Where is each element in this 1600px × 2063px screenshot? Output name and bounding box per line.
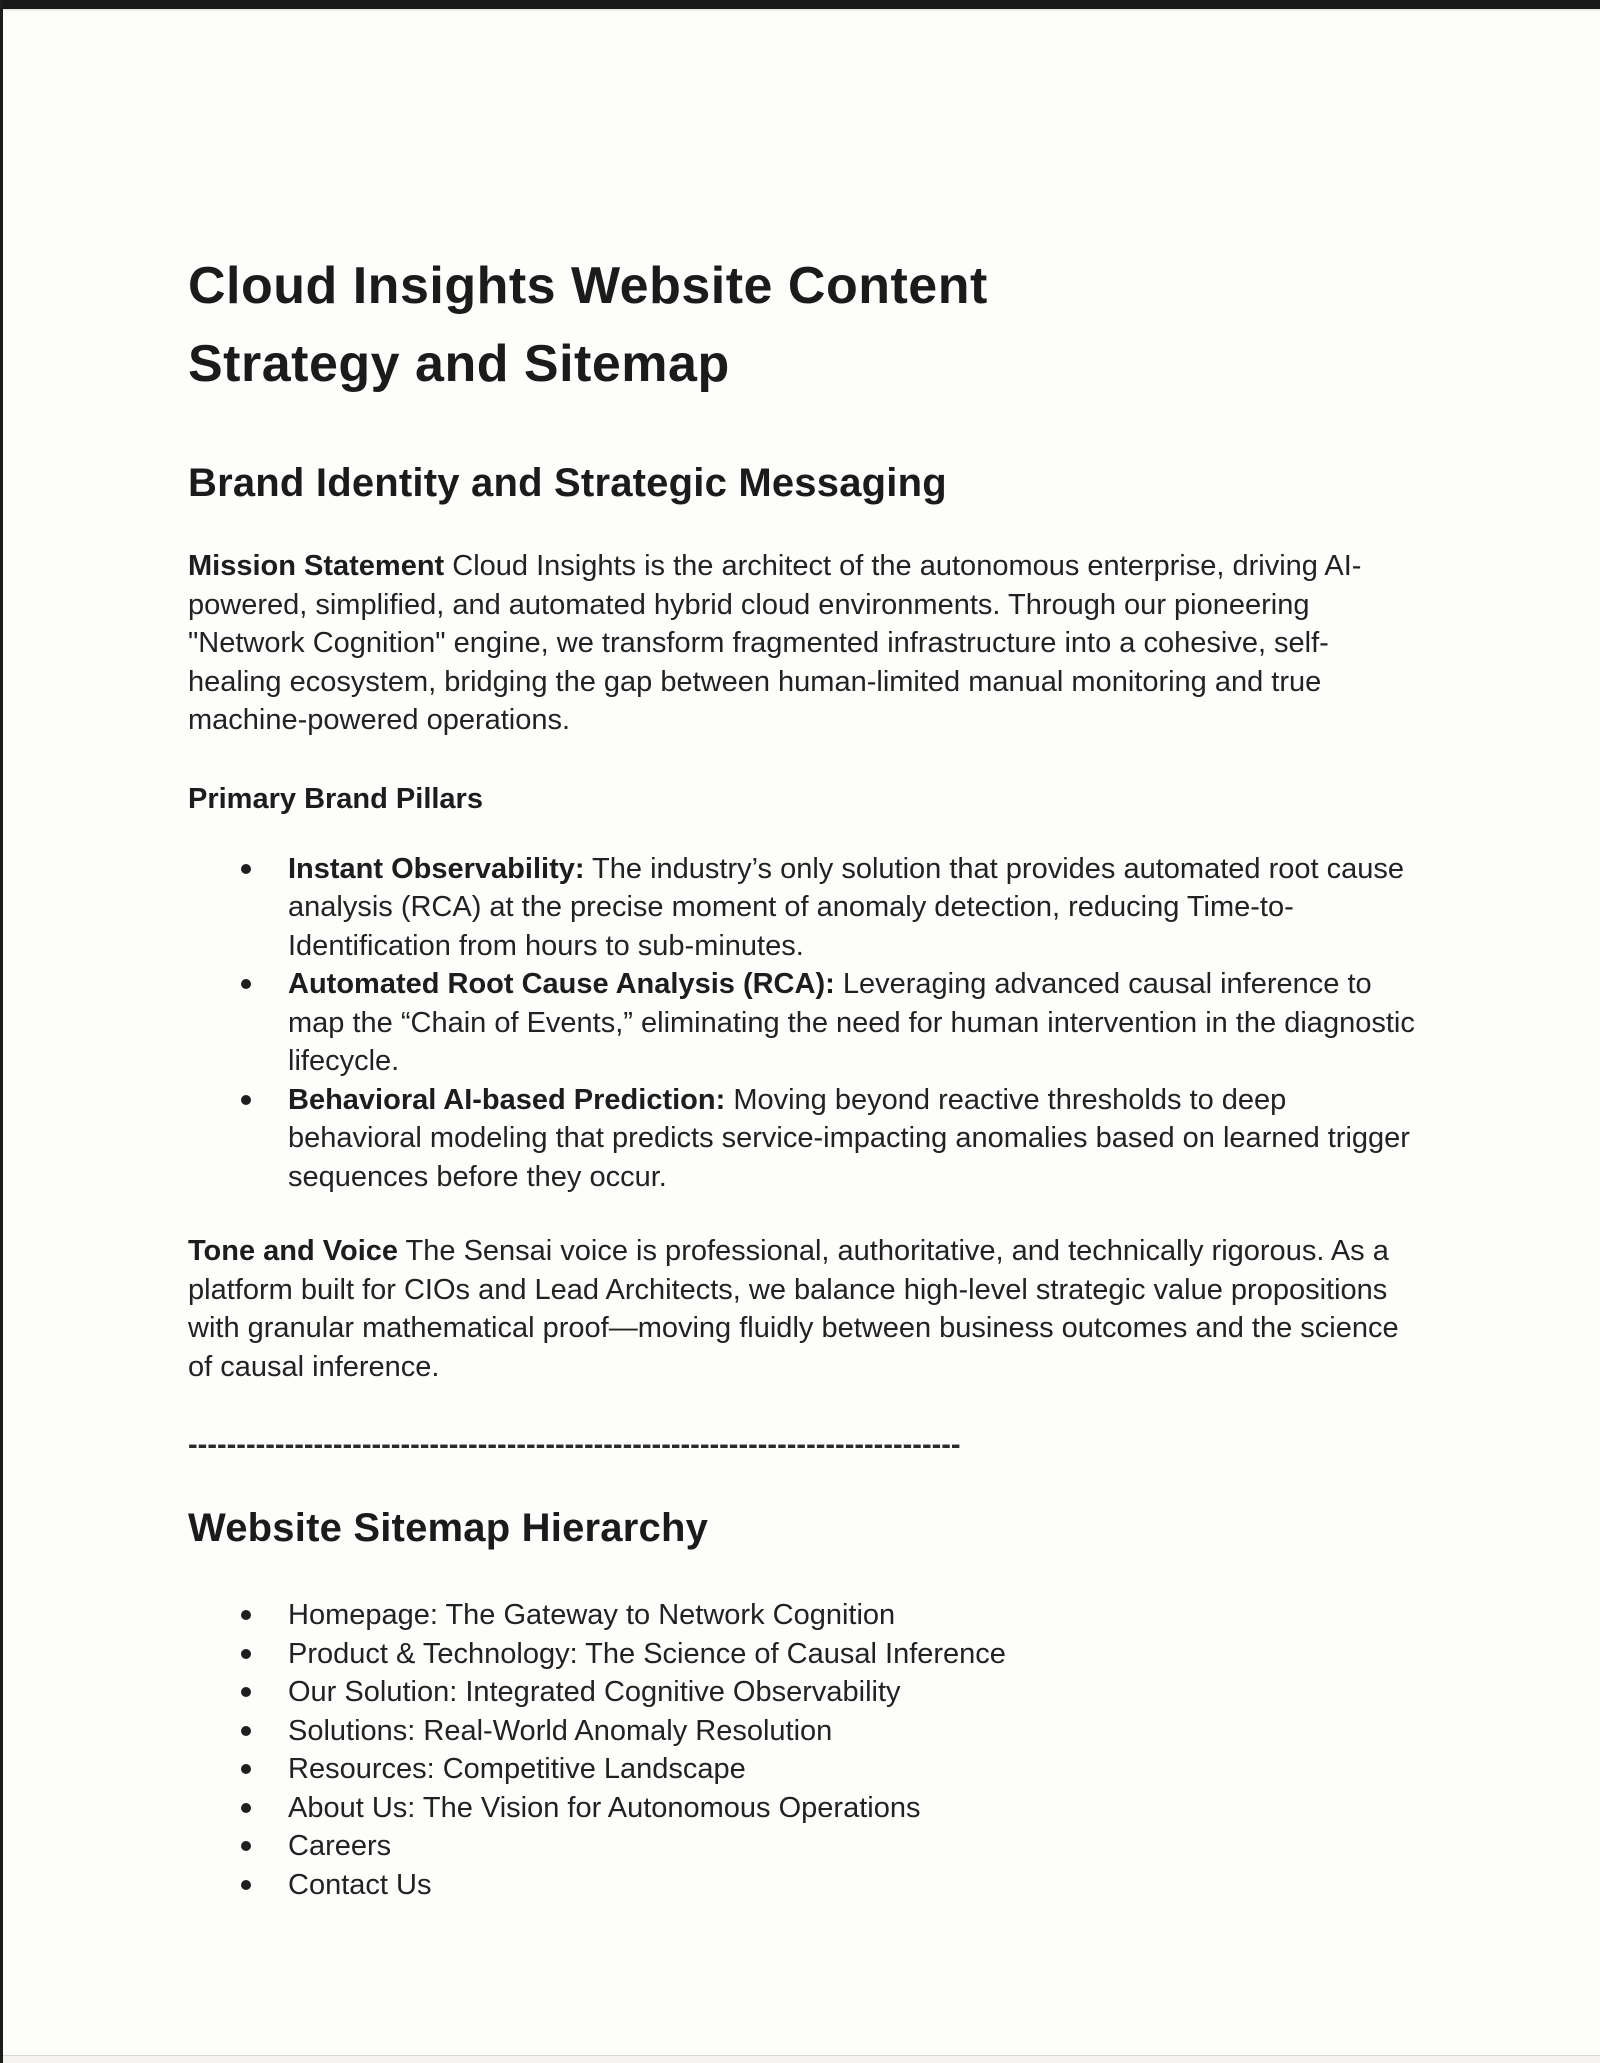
sitemap-item-product-technology: Product & Technology: The Science of Causal Inference — [188, 1635, 1422, 1674]
list-item-behavioral-prediction — [188, 1081, 1422, 1197]
tone-and-voice-text: The Sensai voice is professional, authoritative, and technically rigorous. As a platform built for CIOs and Lead Architects, we balance high-level strategic value propositions with granular mathematical proof—moving fluidly between business outcomes and the science of causal inference. — [188, 1235, 1399, 1383]
mission-statement-paragraph — [188, 547, 1422, 740]
page-left-edge — [0, 0, 3, 2063]
section-heading-brand-identity: Brand Identity and Strategic Messaging — [188, 461, 947, 505]
page-bottom-edge — [0, 2055, 1600, 2063]
sitemap-item-about-us: About Us: The Vision for Autonomous Operations — [188, 1789, 1422, 1828]
dashed-divider: -------------------------------------------------------------------------------- — [188, 1429, 961, 1461]
document-title — [188, 247, 1422, 403]
sitemap-item-contact-us: Contact Us — [188, 1866, 1422, 1905]
document-title-line-1: Cloud Insights Website Content — [188, 257, 988, 315]
sitemap-item-our-solution: Our Solution: Integrated Cognitive Observability — [188, 1673, 1422, 1712]
tone-and-voice-paragraph — [188, 1232, 1422, 1386]
tone-and-voice-label: Tone and Voice — [188, 1235, 399, 1267]
pillar-text: The industry’s only solution that provides automated root cause analysis (RCA) at the precise moment of anomaly detection, reducing Time-to-Identification from hours to sub-minutes. — [288, 852, 1404, 962]
sitemap-item-homepage: Homepage: The Gateway to Network Cognition — [188, 1596, 1422, 1635]
pillars-heading: Primary Brand Pillars — [188, 782, 483, 815]
list-item-instant-observability — [188, 850, 1422, 966]
sitemap-item-resources: Resources: Competitive Landscape — [188, 1750, 1422, 1789]
section-heading-sitemap: Website Sitemap Hierarchy — [188, 1506, 709, 1550]
window-top-edge — [0, 0, 1600, 11]
sitemap-item-solutions: Solutions: Real-World Anomaly Resolution — [188, 1712, 1422, 1751]
pillar-text: Moving beyond reactive thresholds to deep behavioral modeling that predicts service-impacting anomalies based on learned trigger sequences before they occur. — [288, 1083, 1410, 1193]
list-item-automated-rca — [188, 965, 1422, 1081]
pillar-text: Leveraging advanced causal inference to map the “Chain of Events,” eliminating the need for human intervention in the diagnostic lifecycle. — [288, 968, 1415, 1077]
pillar-label: Automated Root Cause Analysis (RCA): — [288, 968, 835, 1000]
pillar-label: Instant Observability: — [288, 852, 585, 885]
document-title-line-2: Strategy and Sitemap — [188, 335, 730, 393]
mission-statement-label: Mission Statement — [188, 550, 445, 582]
mission-statement-text: Cloud Insights is the architect of the autonomous enterprise, driving AI-powered, simplified, and automated hybrid cloud environments. Through our pioneering "Network Cognition" engine, we transform fragmented infrastructure into a cohesive, self-healing ecosystem, bridging the gap between human-limited manual monitoring and true machine-powered operations. — [188, 550, 1362, 736]
document-content — [0, 11, 1600, 2055]
brand-pillars-list — [188, 850, 1422, 1197]
pillar-label: Behavioral AI-based Prediction: — [288, 1083, 726, 1116]
sitemap-list — [188, 1596, 1422, 1904]
sitemap-item-careers: Careers — [188, 1827, 1422, 1866]
